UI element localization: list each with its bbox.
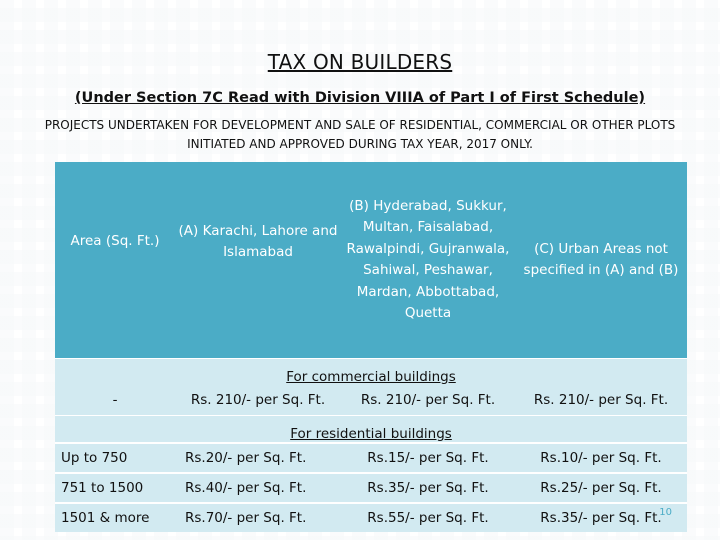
table-cell: Rs.40/- per Sq. Ft. <box>175 473 341 503</box>
table-cell: 751 to 1500 <box>55 473 175 503</box>
table-cell: Up to 750 <box>55 443 175 473</box>
table-cell: Rs. 210/- per Sq. Ft. <box>515 385 687 416</box>
table-row <box>55 503 687 532</box>
table-row-commercial <box>55 385 687 416</box>
tax-rates-table <box>55 162 687 532</box>
table-cell: Rs.10/- per Sq. Ft. <box>515 443 687 473</box>
section-label-residential: For residential buildings <box>55 416 687 444</box>
table-cell: Rs.25/- per Sq. Ft. <box>515 473 687 503</box>
table-cell: Rs.70/- per Sq. Ft. <box>175 503 341 532</box>
table-cell: 1501 & more <box>55 503 175 532</box>
table-cell: Rs.35/- per Sq. Ft. <box>341 473 515 503</box>
page-number: 10 <box>659 507 672 518</box>
table-cell: - <box>55 385 175 416</box>
table-cell: Rs. 210/- per Sq. Ft. <box>175 385 341 416</box>
table-cell: Rs.20/- per Sq. Ft. <box>175 443 341 473</box>
table-cell: Rs.55/- per Sq. Ft. <box>341 503 515 532</box>
table-cell: Rs.15/- per Sq. Ft. <box>341 443 515 473</box>
header-region-a: (A) Karachi, Lahore and Islamabad <box>175 162 341 359</box>
table-row <box>55 473 687 503</box>
header-region-b: (B) Hyderabad, Sukkur, Multan, Faisalabad, Rawalpindi, Gujranwala, Sahiwal, Peshawar, Mardan, Abbottabad, Quetta <box>341 162 515 359</box>
header-area: Area (Sq. Ft.) <box>55 162 175 359</box>
section-label-commercial: For commercial buildings <box>55 359 687 386</box>
section-row-residential <box>55 416 687 444</box>
table-cell: Rs. 210/- per Sq. Ft. <box>341 385 515 416</box>
page-subtitle: (Under Section 7C Read with Division VIIIA of Part I of First Schedule) <box>74 90 646 106</box>
section-row-commercial <box>55 359 687 386</box>
table-row <box>55 443 687 473</box>
table-cell: Rs.35/- per Sq. Ft. <box>515 503 687 532</box>
table-header-row <box>55 162 687 359</box>
header-region-c: (C) Urban Areas not specified in (A) and (B) <box>515 162 687 359</box>
page-title: TAX ON BUILDERS <box>267 50 453 74</box>
page-description: PROJECTS UNDERTAKEN FOR DEVELOPMENT AND SALE OF RESIDENTIAL, COMMERCIAL OR OTHER PLOTS INITIATED AND APPROVED DURING TAX YEAR, 2017 ONLY. <box>44 118 676 151</box>
